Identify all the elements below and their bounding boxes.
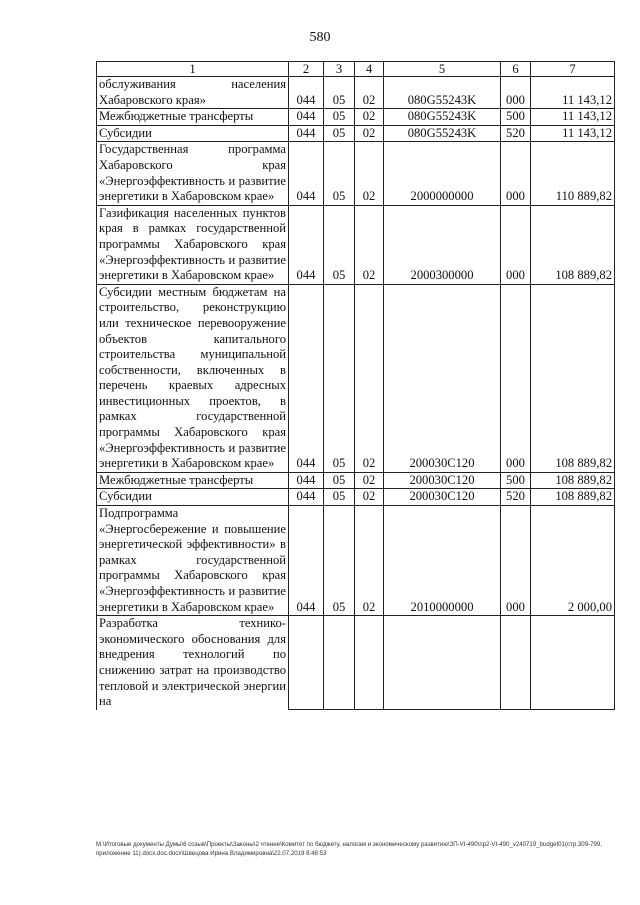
table-row — [97, 284, 615, 472]
row-name-cell: Газификация населенных пунктов края в рамках государственной программы Хабаровского края «Энергоэффективность и развитие энергетики в Хабаровском крае» — [97, 205, 289, 284]
row-name-cell: Разработка технико-экономического обоснования для внедрения технологий по снижению затрат на производство тепловой и электрической энергии на — [97, 616, 289, 710]
row-code-cell — [384, 616, 501, 710]
row-code-cell: 000 — [501, 205, 531, 284]
row-code-cell: 080G55243K — [384, 125, 501, 142]
row-amount-cell: 108 889,82 — [531, 489, 615, 506]
table-row — [97, 142, 615, 205]
row-name-cell: обслуживания населения Хабаровского края» — [97, 77, 289, 109]
row-name-cell: Субсидии — [97, 489, 289, 506]
row-code-cell: 080G55243K — [384, 77, 501, 109]
row-amount-cell: 2 000,00 — [531, 506, 615, 616]
row-code-cell: 500 — [501, 472, 531, 489]
table-row — [97, 489, 615, 506]
row-code-cell: 2010000000 — [384, 506, 501, 616]
row-code-cell: 520 — [501, 125, 531, 142]
row-amount-cell: 108 889,82 — [531, 284, 615, 472]
row-code-cell: 000 — [501, 284, 531, 472]
row-amount-cell: 11 143,12 — [531, 125, 615, 142]
row-code-cell: 044 — [289, 506, 324, 616]
row-name-cell: Подпрограмма «Энергосбережение и повышение энергетической эффективности» в рамках государственной программы Хабаровского края «Энергоэффективность и развитие энергетики в Хабаровском крае» — [97, 506, 289, 616]
file-path-footer: M:\Итоговые документы Думы\6 созыв\Проекты\Законы\2 чтение\Комитет по бюджету, налогам и экономическому развитию\ЗП-VI-490\пр2-VI-490_v240719_budget01(стр.309-799, приложение 11).docx.doc.docx\Швецова Ирина Владимировна\22.07.2019 8:48:53 — [96, 841, 602, 857]
row-code-cell: 02 — [355, 472, 384, 489]
row-code-cell: 044 — [289, 109, 324, 126]
row-code-cell: 000 — [501, 506, 531, 616]
row-name-cell: Государственная программа Хабаровского края «Энергоэффективность и развитие энергетики в Хабаровском крае» — [97, 142, 289, 205]
row-amount-cell: 110 889,82 — [531, 142, 615, 205]
table-row — [97, 125, 615, 142]
row-code-cell: 000 — [501, 142, 531, 205]
row-code-cell: 02 — [355, 77, 384, 109]
row-code-cell: 02 — [355, 489, 384, 506]
table-header-row — [97, 62, 615, 77]
row-code-cell: 044 — [289, 472, 324, 489]
column-header: 3 — [324, 62, 355, 77]
column-header: 4 — [355, 62, 384, 77]
column-header: 2 — [289, 62, 324, 77]
page-number: 580 — [309, 30, 331, 45]
row-code-cell: 05 — [324, 142, 355, 205]
row-name-cell: Субсидии местным бюджетам на строительство, реконструкцию или техническое перевооружение объектов капитального строительства муниципальной собственности, включенных в перечень краевых адресных инвестиционных проектов, в рамках государственной программы Хабаровского края «Энергоэффективность и развитие энергетики в Хабаровском крае» — [97, 284, 289, 472]
row-code-cell: 05 — [324, 109, 355, 126]
row-name-cell: Межбюджетные трансферты — [97, 472, 289, 489]
row-code-cell: 02 — [355, 205, 384, 284]
row-code-cell: 044 — [289, 489, 324, 506]
row-amount-cell: 108 889,82 — [531, 472, 615, 489]
row-code-cell: 200030C120 — [384, 284, 501, 472]
row-amount-cell: 11 143,12 — [531, 109, 615, 126]
table-row — [97, 109, 615, 126]
row-code-cell — [501, 616, 531, 710]
row-code-cell: 05 — [324, 489, 355, 506]
budget-table — [96, 61, 615, 710]
table-row — [97, 77, 615, 109]
row-code-cell: 044 — [289, 142, 324, 205]
row-code-cell — [355, 616, 384, 710]
row-code-cell: 200030C120 — [384, 489, 501, 506]
row-code-cell: 05 — [324, 77, 355, 109]
row-code-cell: 500 — [501, 109, 531, 126]
row-code-cell: 05 — [324, 472, 355, 489]
row-code-cell: 000 — [501, 77, 531, 109]
row-code-cell: 05 — [324, 205, 355, 284]
column-header: 6 — [501, 62, 531, 77]
column-header: 1 — [97, 62, 289, 77]
row-code-cell: 044 — [289, 284, 324, 472]
row-name-cell: Субсидии — [97, 125, 289, 142]
row-code-cell: 05 — [324, 125, 355, 142]
row-code-cell: 200030C120 — [384, 472, 501, 489]
row-amount-cell — [531, 616, 615, 710]
table-row — [97, 472, 615, 489]
row-code-cell: 2000300000 — [384, 205, 501, 284]
row-code-cell: 02 — [355, 109, 384, 126]
row-code-cell — [324, 616, 355, 710]
row-code-cell: 044 — [289, 77, 324, 109]
row-code-cell: 02 — [355, 506, 384, 616]
row-code-cell — [289, 616, 324, 710]
row-amount-cell: 11 143,12 — [531, 77, 615, 109]
column-header: 7 — [531, 62, 615, 77]
table-row — [97, 506, 615, 616]
row-code-cell: 044 — [289, 125, 324, 142]
row-amount-cell: 108 889,82 — [531, 205, 615, 284]
row-code-cell: 2000000000 — [384, 142, 501, 205]
row-name-cell: Межбюджетные трансферты — [97, 109, 289, 126]
row-code-cell: 02 — [355, 125, 384, 142]
row-code-cell: 05 — [324, 284, 355, 472]
row-code-cell: 02 — [355, 284, 384, 472]
row-code-cell: 044 — [289, 205, 324, 284]
row-code-cell: 520 — [501, 489, 531, 506]
row-code-cell: 02 — [355, 142, 384, 205]
row-code-cell: 05 — [324, 506, 355, 616]
table-row — [97, 205, 615, 284]
table-row — [97, 616, 615, 710]
column-header: 5 — [384, 62, 501, 77]
row-code-cell: 080G55243K — [384, 109, 501, 126]
table-body — [97, 77, 615, 710]
